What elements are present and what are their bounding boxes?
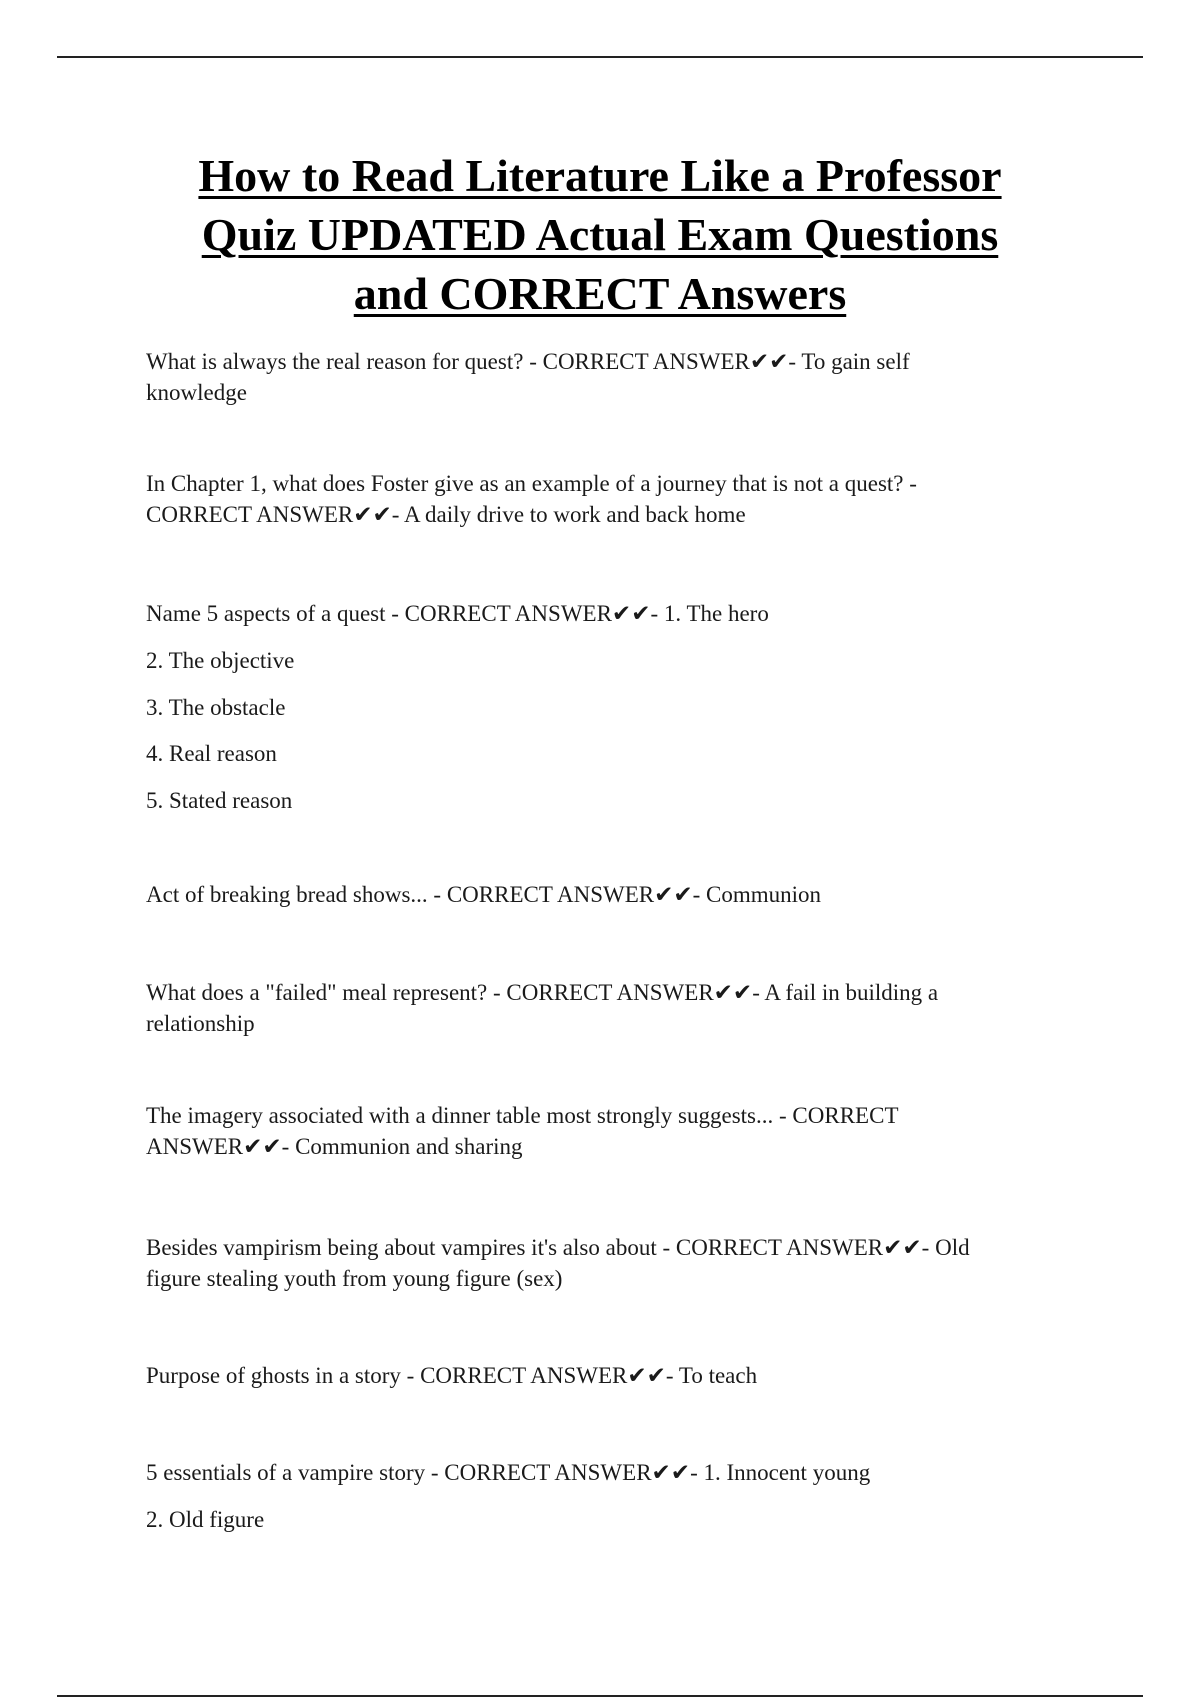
question-text: Besides vampirism being about vampires it's also about (146, 1235, 657, 1260)
qa-item-9 (146, 1457, 1046, 1488)
qa-item-5 (146, 977, 1006, 1039)
qa-item-4 (146, 879, 1046, 910)
answer-marker: - CORRECT ANSWER✔✔- (391, 601, 664, 626)
question-text: What is always the real reason for quest? (146, 349, 524, 374)
answer-text: Communion (706, 882, 822, 907)
title-line-3: and CORRECT Answers (353, 268, 847, 319)
question-text: 5 essentials of a vampire story (146, 1460, 426, 1485)
question-text: In Chapter 1, what does Foster give as an example of a journey that is not a quest? (146, 471, 904, 496)
qa-item-7 (146, 1232, 1026, 1294)
answer-text: To gain self knowledge (146, 349, 910, 405)
answer-text: 1. The hero (663, 601, 769, 626)
top-divider (57, 56, 1143, 58)
answer-marker: - CORRECT ANSWER✔✔- (146, 1103, 899, 1159)
answer-text: Old figure stealing youth from young figure (sex) (146, 1235, 970, 1291)
question-text: Name 5 aspects of a quest (146, 601, 386, 626)
answer-marker: - CORRECT ANSWER✔✔- (529, 349, 802, 374)
list-item: 3. The obstacle (146, 695, 286, 720)
question-text: Act of breaking bread shows... (146, 882, 428, 907)
answer-text: A daily drive to work and back home (403, 502, 746, 527)
qa-item-8 (146, 1360, 1046, 1391)
question-text: Purpose of ghosts in a story (146, 1363, 401, 1388)
list-item: 2. Old figure (146, 1507, 265, 1532)
list-item: 5. Stated reason (146, 788, 293, 813)
qa-item-2 (146, 468, 976, 530)
title-line-1: How to Read Literature Like a Professor (198, 150, 1002, 201)
answer-marker: - CORRECT ANSWER✔✔- (493, 980, 765, 1005)
qa-item-6 (146, 1100, 956, 1162)
list-item: 2. The objective (146, 648, 295, 673)
title-line-2: Quiz UPDATED Actual Exam Questions (201, 209, 999, 260)
answer-text: To teach (678, 1363, 758, 1388)
answer-text: Communion and sharing (295, 1134, 523, 1159)
bottom-divider (57, 1695, 1143, 1697)
question-text: The imagery associated with a dinner table most strongly suggests... (146, 1103, 774, 1128)
answer-marker: - CORRECT ANSWER✔✔- (146, 471, 917, 527)
document-title (120, 146, 1080, 323)
answer-marker: - CORRECT ANSWER✔✔- (662, 1235, 936, 1260)
qa-item-1 (146, 346, 966, 408)
answer-marker: - CORRECT ANSWER✔✔- (406, 1363, 679, 1388)
question-text: What does a "failed" meal represent? (146, 980, 488, 1005)
qa-item-3 (146, 598, 1046, 629)
answer-marker: - CORRECT ANSWER✔✔- (430, 1460, 704, 1485)
list-item: 4. Real reason (146, 741, 277, 766)
answer-marker: - CORRECT ANSWER✔✔- (433, 882, 707, 907)
answer-text: A fail in building a relationship (146, 980, 939, 1036)
answer-text: 1. Innocent young (703, 1460, 871, 1485)
